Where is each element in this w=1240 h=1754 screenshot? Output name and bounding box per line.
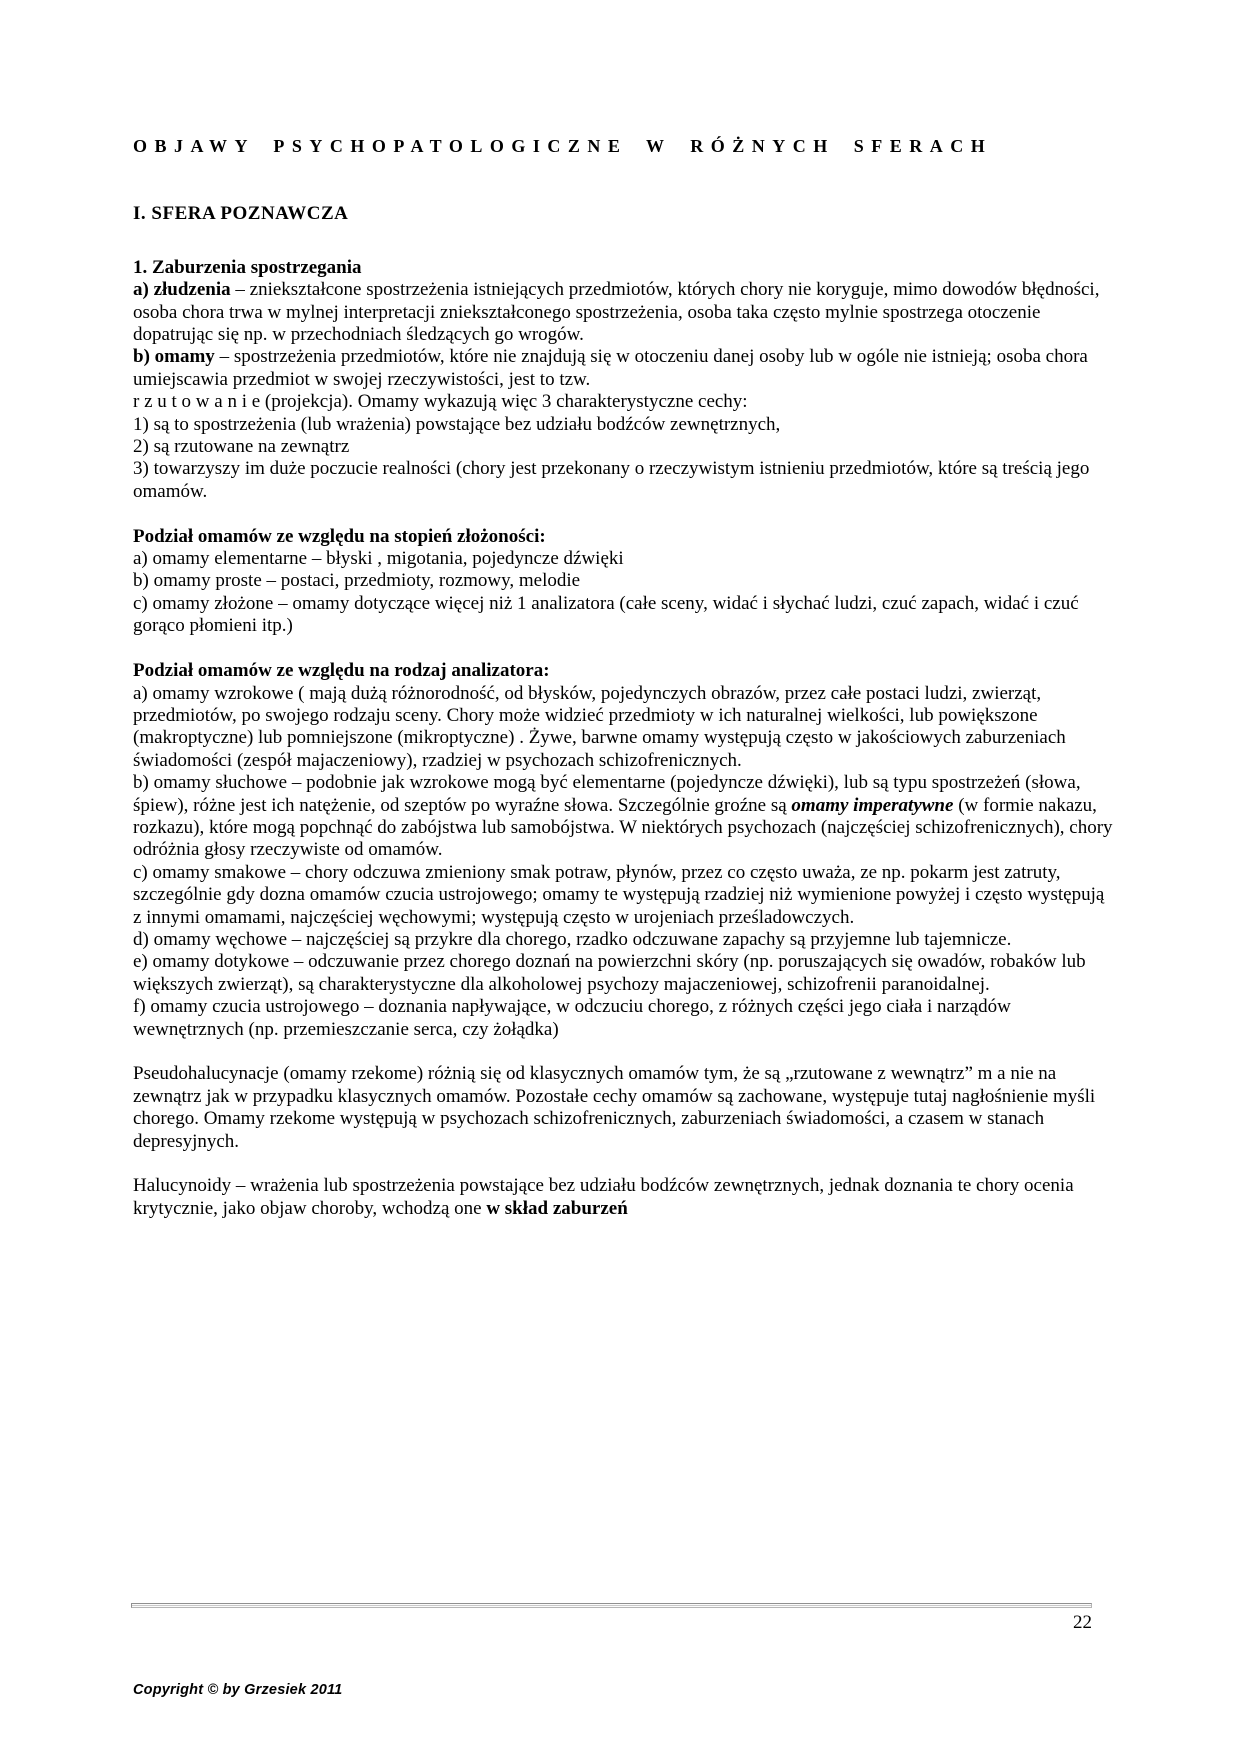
paragraph [133, 1175, 1115, 1220]
section-heading: I. SFERA POZNAWCZA [133, 203, 349, 225]
document-content [133, 135, 1115, 1220]
blank-line [133, 503, 1115, 525]
text-run: 2) są rzutowane na zewnątrz [133, 436, 350, 458]
paragraph [133, 772, 1115, 862]
blank-line [133, 1041, 1115, 1063]
text-run: 1) są to spostrzeżenia (lub wrażenia) powstające bez udziału bodźców zewnętrznych, [133, 413, 781, 435]
text-run: r z u t o w a n i e (projekcja). Omamy wykazują więc 3 charakterystyczne cechy: [133, 391, 748, 413]
spacer [133, 157, 1115, 203]
text-run: b) omamy proste – postaci, przedmioty, rozmowy, melodie [133, 570, 581, 592]
paragraph [133, 279, 1115, 346]
text-run: c) omamy smakowe – chory odczuwa zmieniony smak potraw, płynów, przez co często uważa, ze np. pokarm jest zatruty, szczególnie gdy dozna omamów czucia ustrojowego; omamy te występują rzadziej niż wymienione powyżej i często występują z innymi omamami, najczęściej węchowymi; występują często w urojeniach prześladowczych. [133, 861, 1105, 928]
text-run: a) złudzenia [133, 279, 231, 301]
text-run: a) omamy wzrokowe ( mają dużą różnorodność, od błysków, pojedynczych obrazów, przez całe postaci ludzi, zwierząt, przedmiotów, po swojego rodzaju sceny. Chory może widzieć przedmioty w ich naturalnej wielkości, lub powiększone (makroptyczne) lub pomniejszone (mikroptyczne) . Żywe, barwne omamy występują często w jakościowych zaburzeniach świadomości (zespół majaczeniowy), rzadziej w psychozach schizofrenicznych. [133, 682, 1066, 771]
paragraph [133, 436, 1115, 458]
text-run: 3) towarzyszy im duże poczucie realności (chory jest przekonany o rzeczywistym istnieniu przedmiotów, które są treścią jego omamów. [133, 458, 1090, 502]
subheading [133, 257, 1115, 279]
text-run: – spostrzeżenia przedmiotów, które nie znajdują się w otoczeniu danej osoby lub w ogóle nie istnieją; osoba chora umiejscawia przedmiot w swojej rzeczywistości, jest to tzw. [133, 346, 1088, 390]
footer-divider [131, 1603, 1092, 1608]
text-run: Podział omamów ze względu na rodzaj analizatora: [133, 660, 550, 682]
text-run: omamy imperatywne [791, 794, 954, 816]
page-title: OBJAWY PSYCHOPATOLOGICZNE W RÓŻNYCH SFERACH [133, 136, 993, 156]
text-run: (w formie nakazu, rozkazu), które mogą popchnąć do zabójstwa lub samobójstwa. W niektórych psychozach (najczęściej schizofrenicznych), chory odróżnia głosy rzeczywiste od omamów. [133, 794, 1113, 861]
text-run: d) omamy węchowe – najczęściej są przykre dla chorego, rzadko odczuwane zapachy są przyjemne lub tajemnicze. [133, 928, 1012, 950]
text-run: b) omamy [133, 346, 215, 368]
paragraph [133, 593, 1115, 638]
text-run: Pseudohalucynacje (omamy rzekome) różnią się od klasycznych omamów tym, że są „rzutowane z wewnątrz” m a nie na zewnątrz jak w przypadku klasycznych omamów. Pozostałe cechy omamów są zachowane, występuje tutaj nagłośnienie myśli chorego. Omamy rzekome występują w psychozach schizofrenicznych, zaburzeniach świadomości, a czasem w stanach depresyjnych. [133, 1063, 1096, 1152]
text-run: a) omamy elementarne – błyski , migotania, pojedyncze dźwięki [133, 548, 624, 570]
paragraph [133, 929, 1115, 951]
paragraph [133, 1063, 1115, 1153]
paragraph [133, 570, 1115, 592]
text-run: w skład zaburzeń [486, 1197, 628, 1219]
blank-line [133, 1153, 1115, 1175]
text-run: b) omamy słuchowe – podobnie jak wzrokowe mogą być elementarne (pojedyncze dźwięki), lub są typu spostrzeżeń (słowa, śpiew), różne jest ich natężenie, od szeptów po wyraźne słowa. Szczególnie groźne są [133, 772, 1081, 816]
paragraph [133, 458, 1115, 503]
paragraph [133, 548, 1115, 570]
text-run: c) omamy złożone – omamy dotyczące więcej niż 1 analizatora (całe sceny, widać i słychać ludzi, czuć zapach, widać i czuć gorąco płomieni itp.) [133, 592, 1079, 637]
footer-divider-inner [132, 1605, 1091, 1606]
blank-line [133, 638, 1115, 660]
paragraph [133, 683, 1115, 773]
text-run: 1. Zaburzenia spostrzegania [133, 256, 362, 278]
paragraph [133, 951, 1115, 996]
page-number: 22 [1073, 1612, 1092, 1633]
paragraph [133, 862, 1115, 929]
text-run: e) omamy dotykowe – odczuwanie przez chorego doznań na powierzchni skóry (np. poruszających się owadów, robaków lub większych zwierząt), są charakterystyczne dla alkoholowej psychozy majaczeniowej, schizofrenii paranoidalnej. [133, 951, 1086, 995]
copyright-note: Copyright © by Grzesiek 2011 [133, 1682, 343, 1698]
paragraph [133, 346, 1115, 391]
document-body [133, 257, 1115, 1220]
text-run: – zniekształcone spostrzeżenia istniejących przedmiotów, których chory nie koryguje, mimo dowodów błędności, osoba chora trwa w mylnej interpretacji zniekształconego spostrzeżenia, osoba taka często mylnie spostrzega otoczenie dopatrując się np. w przechodniach śledzących go wrogów. [133, 279, 1100, 346]
paragraph [133, 996, 1115, 1041]
subheading [133, 526, 1115, 548]
spacer [133, 226, 1115, 257]
subheading [133, 660, 1115, 682]
text-run: f) omamy czucia ustrojowego – doznania napływające, w odczuciu chorego, z różnych części jego ciała i narządów wewnętrznych (np. przemieszczanie serca, czy żołądka) [133, 996, 1011, 1040]
text-run: Halucynoidy – wrażenia lub spostrzeżenia powstające bez udziału bodźców zewnętrznych, jednak doznania te chory ocenia krytycznie, jako objaw choroby, wchodzą one [133, 1175, 1074, 1219]
paragraph [133, 391, 1115, 413]
text-run: Podział omamów ze względu na stopień złożoności: [133, 525, 546, 547]
paragraph [133, 414, 1115, 436]
